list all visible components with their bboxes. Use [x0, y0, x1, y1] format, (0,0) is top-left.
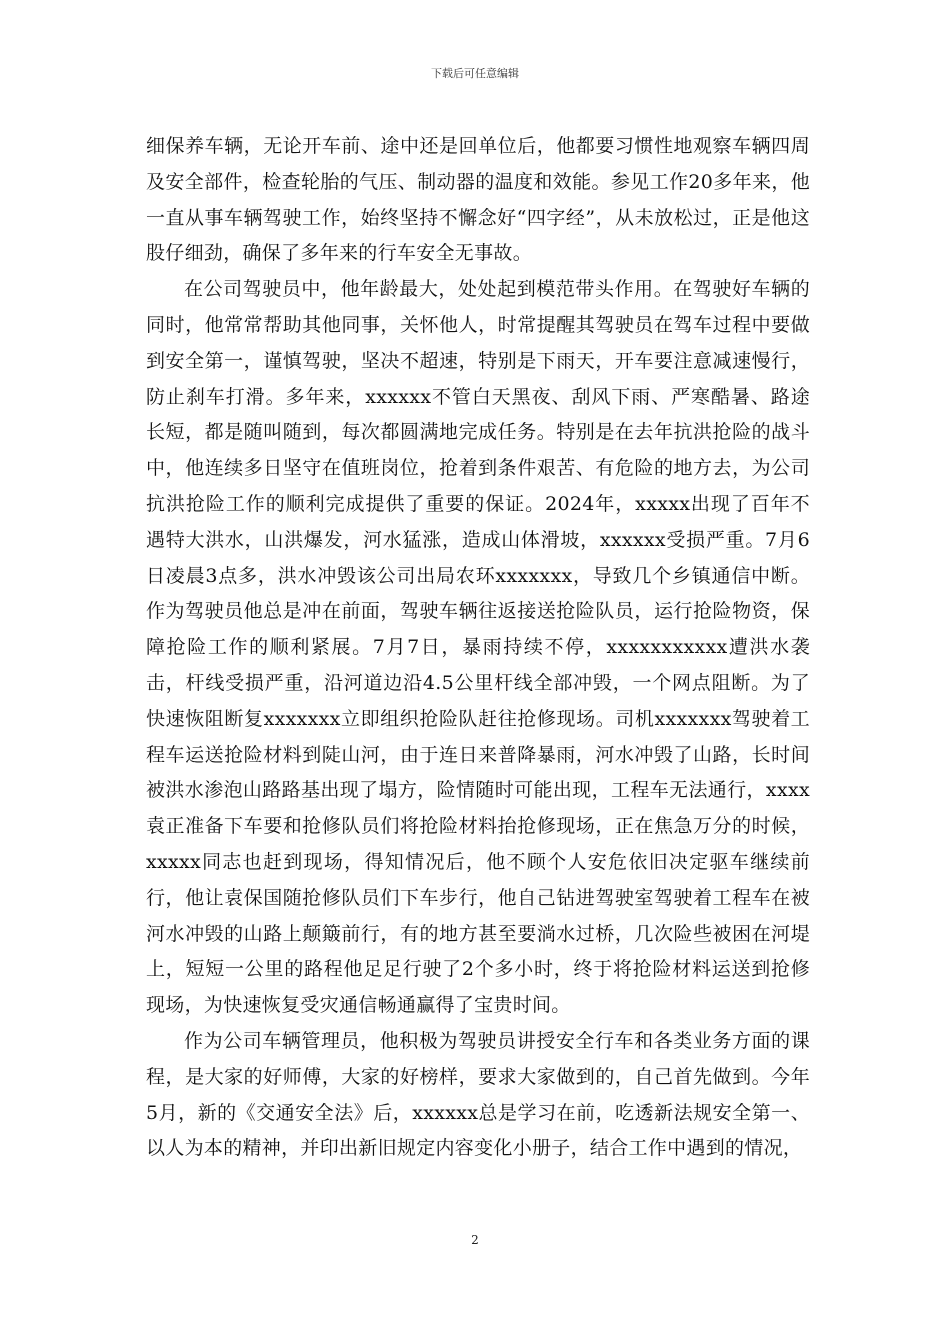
page-header: 下载后可任意编辑: [431, 67, 519, 80]
paragraph-1: 细保养车辆，无论开车前、途中还是回单位后，他都要习惯性地观察车辆四周及安全部件，检查轮胎的气压、制动器的温度和效能。参见工作20多年来，他一直从事车辆驾驶工作，始终坚持不懈念好“四字经”，从未放松过，正是他这股仔细劲，确保了多年来的行车安全无事故。: [146, 135, 810, 265]
paragraph-2: 在公司驾驶员中，他年龄最大，处处起到模范带头作用。在驾驶好车辆的同时，他常常帮助其他同事，关怀他人，时常提醒其驾驶员在驾车过程中要做到安全第一，谨慎驾驶，坚决不超速，特别是下雨天，开车要注意减速慢行，防止刹车打滑。多年来，xxxxxx不管白天黑夜、刮风下雨、严寒酷暑、路途长短，都是随叫随到，每次都圆满地完成任务。特别是在去年抗洪抢险的战斗中，他连续多日坚守在值班岗位，抢着到条件艰苦、有危险的地方去，为公司抗洪抢险工作的顺利完成提供了重要的保证。2024年，xxxxx出现了百年不遇特大洪水，山洪爆发，河水猛涨，造成山体滑坡，xxxxxx受损严重。7月6日凌晨3点多，洪水冲毁该公司出局农环xxxxxxx，导致几个乡镇通信中断。作为驾驶员他总是冲在前面，驾驶车辆往返接送抢险队员，运行抢险物资，保障抢险工作的顺利紧展。7月7日，暴雨持续不停，xxxxxxxxxxx遭洪水袭击，杆线受损严重，沿河道边沿4.5公里杆线全部冲毁，一个网点阻断。为了快速恢阻断复xxxxxxx立即组织抢险队赶往抢修现场。司机xxxxxxx驾驶着工程车运送抢险材料到陡山河，由于连日来普降暴雨，河水冲毁了山路，长时间被洪水渗泡山路路基出现了塌方，险情随时可能出现，工程车无法通行，xxxx袁正准备下车要和抢修队员们将抢险材料抬抢修现场，正在焦急万分的时候，xxxxx同志也赶到现场，得知情况后，他不顾个人安危依旧决定驱车继续前行，他让袁保国随抢修队员们下车步行，他自己钻进驾驶室驾驶着工程车在被河水冲毁的山路上颠簸前行，有的地方甚至要淌水过桥，几次险些被困在河堤上，短短一公里的路程他足足行驶了2个多小时，终于将抢险材料运送到抢修现场，为快速恢复受灾通信畅通赢得了宝贵时间。: [146, 278, 810, 1017]
page-number: 2: [471, 1233, 479, 1247]
document-body: [146, 129, 810, 1167]
paragraph-3: 作为公司车辆管理员，他积极为驾驶员讲授安全行车和各类业务方面的课程，是大家的好师傅，大家的好榜样，要求大家做到的，自己首先做到。今年5月，新的《交通安全法》后，xxxxxx总是学习在前，吃透新法规安全第一、以人为本的精神，并印出新旧规定内容变化小册子，结合工作中遇到的情况，: [146, 1029, 810, 1160]
